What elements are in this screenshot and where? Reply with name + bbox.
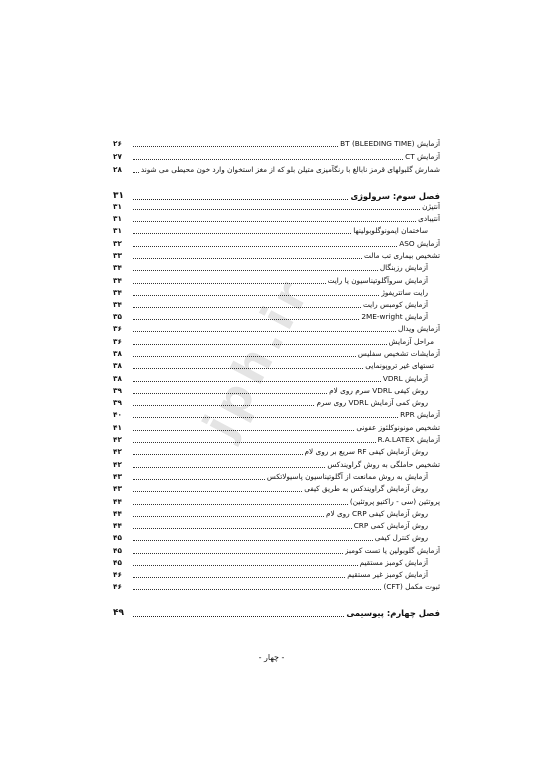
dot-leader <box>133 270 378 271</box>
toc-entry-title: آزمایش R.A.LATEX <box>377 435 440 444</box>
toc-entry-title: شمارش گلبولهای قرمز نابالغ با رنگآمیزی متیلن بلو که از مغز استخوان وارد خون محیطی می شوند <box>140 165 440 174</box>
dot-leader <box>133 454 303 455</box>
dot-leader <box>133 540 373 541</box>
toc-entry-title: ثبوت مکمل (CFT) <box>383 582 440 591</box>
toc-entry <box>113 520 440 532</box>
toc-entry <box>113 385 440 397</box>
toc-page-number: ۳۱ <box>113 202 122 211</box>
toc-entry-title: آزمایش رزبنگال <box>379 263 428 272</box>
toc-page-number: ۴۲ <box>113 447 122 456</box>
dot-leader <box>133 146 338 147</box>
dot-leader <box>133 479 265 480</box>
toc-page-number: ۳۶ <box>113 337 122 346</box>
toc-entry-title: فصل چهارم: پیوسیمی <box>346 608 440 618</box>
toc-entry-title: روش آزمایش کیفی CRP روی لام <box>325 509 428 518</box>
toc-entry-title: آنتیژن <box>422 202 440 211</box>
toc-entry <box>113 213 440 225</box>
toc-page-number: ۳۱ <box>113 226 122 235</box>
toc-page-number: ۳۴ <box>113 300 122 309</box>
toc-entry-title: روش آزمایش گراویندکس به طریق کیفی <box>304 484 428 493</box>
toc-page-number: ۲۷ <box>113 152 122 161</box>
toc-entry <box>113 164 440 176</box>
toc-entry-title: آزمایش گلوبولین یا تست کومبز <box>344 546 440 555</box>
dot-leader <box>133 209 420 210</box>
toc-entry <box>113 201 440 213</box>
toc-page-number: ۳۸ <box>113 349 122 358</box>
toc-entry-title: روش آزمایش کیفی RF سریع بر روی لام <box>304 447 428 456</box>
toc-page-number: ۴۲ <box>113 460 122 469</box>
dot-leader <box>133 528 352 529</box>
toc-entry-title: ساختمان ایمونوگلوبولینها <box>353 226 428 235</box>
toc-entry <box>113 250 440 262</box>
toc-page-number: ۴۲ <box>113 435 122 444</box>
dot-leader <box>133 172 139 173</box>
toc-page-number: ۳۳ <box>113 251 122 260</box>
toc-entry-title: روش کیفی VDRL سرم روی لام <box>329 386 428 395</box>
toc-entry <box>113 508 440 520</box>
toc-entry <box>113 238 440 250</box>
toc-page-number: ۳۵ <box>113 312 122 321</box>
dot-leader <box>133 577 345 578</box>
dot-leader <box>133 417 398 418</box>
toc-entry-title: آزمایش به روش ممانعت از آگلوتیناسیون پاسیولاتکس <box>266 472 428 481</box>
toc-entry-title: آزمایش BT (BLEEDING TIME) <box>340 139 440 148</box>
toc-entry-title: روش کمی آزمایش VDRL روی سرم <box>316 398 428 407</box>
toc-page-number: ۲۶ <box>113 139 122 148</box>
dot-leader <box>133 295 379 296</box>
toc-page-number: ۴۳ <box>113 484 122 493</box>
toc-page-number: ۴۴ <box>113 497 122 506</box>
toc-page-number: ۳۶ <box>113 324 122 333</box>
toc-entry-title: آزمایش کومبز مستقیم <box>359 558 428 567</box>
toc-entry <box>113 545 440 557</box>
toc-page-number: ۴۵ <box>113 558 122 567</box>
toc-entry-title: آزمایش کومبس رایت <box>362 300 428 309</box>
toc-page-number: ۳۹ <box>113 386 122 395</box>
toc-entry <box>113 422 440 434</box>
toc-page-number: ۳۴ <box>113 276 122 285</box>
dot-leader <box>133 233 351 234</box>
toc-entry <box>113 459 440 471</box>
toc-page-number: ۲۸ <box>113 165 122 174</box>
toc-entry-title: فصل سوم: سرولوژی <box>350 191 440 201</box>
dot-leader <box>133 589 381 590</box>
dot-leader <box>133 616 344 617</box>
dot-leader <box>133 491 302 492</box>
toc-entry-title: آزمایش CT <box>405 152 440 161</box>
toc-entry-title: آزمایش RPR <box>400 410 440 419</box>
dot-leader <box>133 199 348 200</box>
toc-entry <box>113 496 440 508</box>
dot-leader <box>133 565 358 566</box>
toc-entry <box>113 397 440 409</box>
toc-page-number: ۴۵ <box>113 546 122 555</box>
toc-entry <box>113 532 440 544</box>
toc-entry-title: روش کنترل کیفی <box>374 533 428 542</box>
toc-entry <box>113 446 440 458</box>
toc-entry <box>113 569 440 581</box>
dot-leader <box>133 159 403 160</box>
toc-page-number: ۴۶ <box>113 582 122 591</box>
toc-page-number: ۳۸ <box>113 361 122 370</box>
toc-page-number: ۴۳ <box>113 472 122 481</box>
toc-page-number: ۴۹ <box>113 608 124 618</box>
toc-page-number: ۴۶ <box>113 570 122 579</box>
toc-page-number: ۳۲ <box>113 239 122 248</box>
toc-entry <box>113 409 440 421</box>
toc-page-number: ۴۴ <box>113 509 122 518</box>
toc-page-number: ۴۱ <box>113 423 122 432</box>
dot-leader <box>133 553 343 554</box>
toc-entry <box>113 434 440 446</box>
watermark: jph.ir <box>192 267 322 447</box>
dot-leader <box>133 467 325 468</box>
toc-entry-title: تشخیص حاملگی به روش گراویندکس <box>327 460 440 469</box>
toc-entry-title: آزمایش سروآگلوتیناسیون یا رایت <box>327 276 428 285</box>
toc-entry-title: رایت ساتتریفوژ <box>381 288 428 297</box>
toc-page-number: ۴۰ <box>113 410 122 419</box>
dot-leader <box>133 307 361 308</box>
toc-entry <box>113 471 440 483</box>
toc-entry-title: آزمایش VDRL <box>382 374 428 383</box>
toc-page-number: ۳۱ <box>113 214 122 223</box>
dot-leader <box>133 258 362 259</box>
toc-entry <box>113 581 440 593</box>
toc-entry <box>113 557 440 569</box>
toc-page-number: ۳۱ <box>113 191 124 201</box>
toc-page-number: ۳۹ <box>113 398 122 407</box>
toc-entry-title: تشخیص مونونوکلئوز عفونی <box>356 423 440 432</box>
toc-page-number: ۴۵ <box>113 533 122 542</box>
toc-page-number: ۳۸ <box>113 374 122 383</box>
toc-page-number: ۴۴ <box>113 521 122 530</box>
toc-chapter-row <box>113 606 440 620</box>
toc-entry-title: پروتئین (سی - راکتیو پروتئین) <box>349 497 440 506</box>
toc-page-number: ۳۴ <box>113 288 122 297</box>
dot-leader <box>133 442 376 443</box>
dot-leader <box>133 516 324 517</box>
toc-entry-title: تستهای غیر تروپونمایی <box>365 361 434 370</box>
toc-entry-title: مراحل آزمایش <box>388 337 434 346</box>
toc-entry <box>113 225 440 237</box>
page-number-footer: - چهار - <box>258 653 285 662</box>
toc-entry-title: آزمایش 2ME-wright <box>361 312 428 321</box>
toc-entry <box>113 138 440 150</box>
toc-entry-title: آنتیبادی <box>418 214 440 223</box>
toc-entry-title: آزمایش کومبز غیر مستقیم <box>347 570 428 579</box>
toc-entry-title: تشخیص بیماری تب مالت <box>364 251 440 260</box>
toc-entry <box>113 483 440 495</box>
dot-leader <box>133 504 348 505</box>
toc-page-number: ۳۴ <box>113 263 122 272</box>
dot-leader <box>133 221 416 222</box>
dot-leader <box>133 246 397 247</box>
toc-entry-title: آزمایش ASO <box>399 239 440 248</box>
toc-entry-title: روش آزمایش کمی CRP <box>353 521 428 530</box>
toc-entry <box>113 151 440 163</box>
toc-entry-title: آزمایشات تشخیص سفلیس <box>357 349 440 358</box>
toc-entry-title: آزمایش ویدال <box>397 324 440 333</box>
